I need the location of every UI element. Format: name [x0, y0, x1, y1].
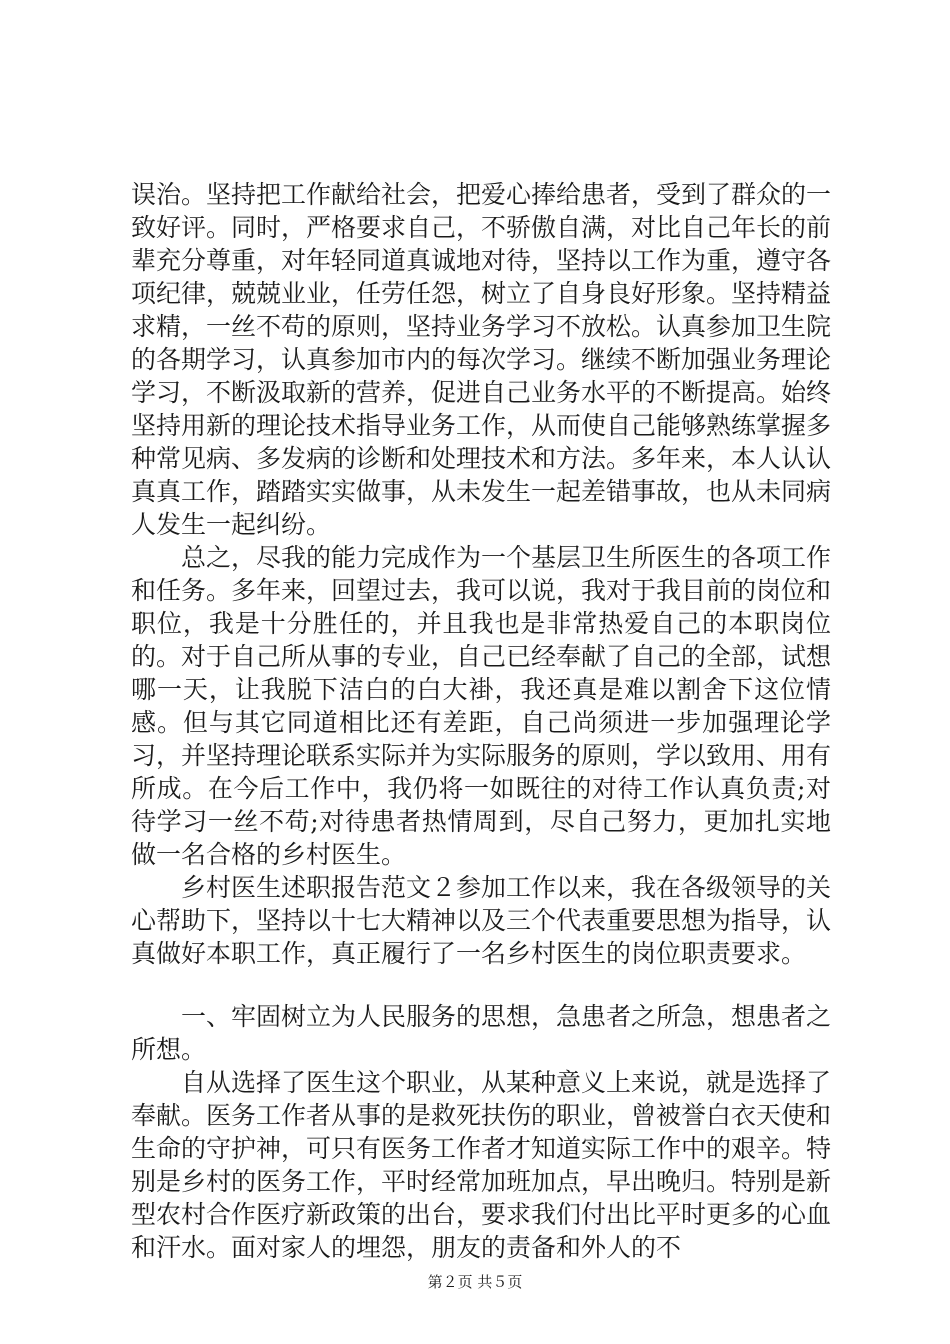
- document-body: [131, 178, 831, 1264]
- paragraph-report-intro: 乡村医生述职报告范文２参加工作以来，我在各级领导的关心帮助下，坚持以十七大精神以及三个代表重要思想为指导，认真做好本职工作，真正履行了一名乡村医生的岗位职责要求。: [131, 873, 832, 968]
- paragraph-summary: 总之，尽我的能力完成作为一个基层卫生所医生的各项工作和任务。多年来，回望过去，我可以说，我对于我目前的岗位和职位，我是十分胜任的，并且我也是非常热爱自己的本职岗位的。对于自己所从事的专业，自己已经奉献了自己的全部，试想哪一天，让我脱下洁白的白大褂，我还真是难以割舍下这位情感。但与其它同道相比还有差距，自己尚须进一步加强理论学习，并坚持理论联系实际并为实际服务的原则，学以致用、用有所成。在今后工作中，我仍将一如既往的对待工作认真负责;对待学习一丝不苟;对待患者热情周到，尽自己努力，更加扎实地做一名合格的乡村医生。: [131, 543, 832, 869]
- paragraph-continuation: 误治。坚持把工作献给社会，把爱心捧给患者，受到了群众的一致好评。同时，严格要求自己，不骄傲自满，对比自己年长的前辈充分尊重，对年轻同道真诚地对待，坚持以工作为重，遵守各项纪律，兢兢业业，任劳任怨，树立了自身良好形象。坚持精益求精，一丝不苟的原则，坚持业务学习不放松。认真参加卫生院的各期学习，认真参加市内的每次学习。继续不断加强业务理论学习，不断汲取新的营养，促进自己业务水平的不断提高。始终坚持用新的理论技术指导业务工作，从而使自己能够熟练掌握多种常见病、多发病的诊断和处理技术和方法。多年来，本人认认真真工作，踏踏实实做事，从未发生一起差错事故，也从未同病人发生一起纠纷。: [131, 180, 832, 539]
- page-number-footer: 第２页 共５页: [427, 1273, 523, 1291]
- paragraph-dedication: 自从选择了医生这个职业，从某种意义上来说，就是选择了奉献。医务工作者从事的是救死扶伤的职业，曾被誉白衣天使和生命的守护神，可只有医务工作者才知道实际工作中的艰辛。特别是乡村的医务工作，平时经常加班加点，早出晚归。特别是新型农村合作医疗新政策的出台，要求我们付出比平时更多的心血和汗水。面对家人的埋怨，朋友的责备和外人的不: [131, 1068, 832, 1262]
- section-heading-one: 一、牢固树立为人民服务的思想，急患者之所急，想患者之所想。: [131, 1002, 832, 1064]
